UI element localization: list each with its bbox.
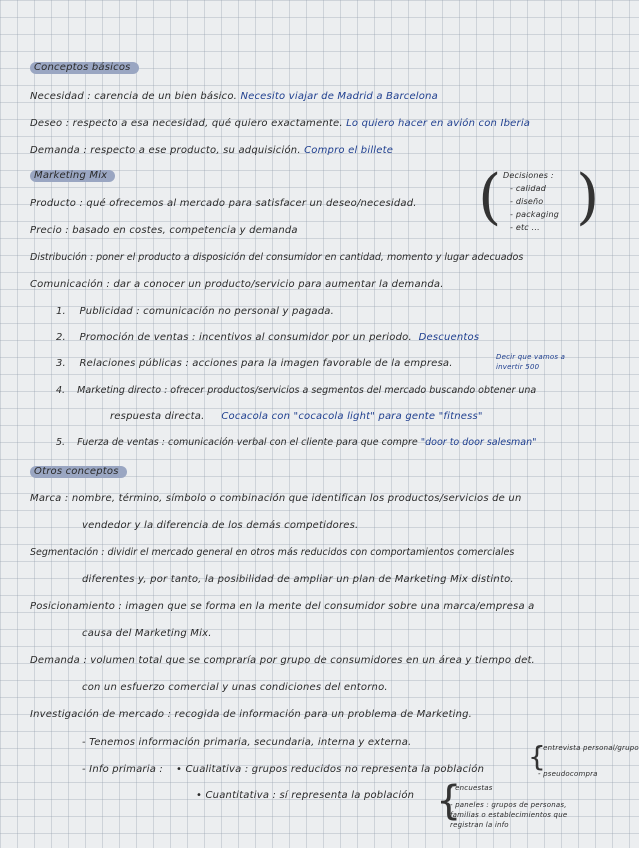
section-title-mix: Marketing Mix — [30, 170, 115, 181]
mix-precio: Precio : basado en costes, competencia y demanda — [30, 225, 298, 236]
side-top-item: - pseudocompra — [538, 770, 598, 778]
side-brace-bottom: { — [436, 778, 462, 824]
necesidad-label: Necesidad : — [30, 91, 91, 102]
other-posicionamiento-2: causa del Marketing Mix. — [82, 628, 212, 639]
mix-item-3: 3. Relaciones públicas : acciones para la imagen favorable de la empresa. — [56, 358, 453, 369]
other-marca-2: vendedor y la diferencia de los demás competidores. — [82, 520, 359, 531]
right-paren-brace: ) — [576, 162, 600, 232]
side-bottom-item: - paneles : grupos de personas, familias o establecimientos que registran la info — [450, 801, 568, 829]
mix-item-2: 2. Promoción de ventas : incentivos al consumidor por un periodo. Descuentos — [56, 332, 480, 343]
other-demanda-1: Demanda : volumen total que se compraría por grupo de consumidores en un área y tiempo det. — [30, 655, 535, 666]
section-title-other: Otros conceptos — [30, 466, 127, 477]
mix-distribucion: Distribución : poner el producto a disposición del consumidor en cantidad, momento y lugar adecuados — [30, 252, 524, 263]
side-brace-top: { — [528, 740, 547, 773]
decisiones-title: Decisiones : — [503, 171, 554, 180]
other-investigacion-a: - Tenemos información primaria, secundaria, interna y externa. — [82, 737, 412, 748]
side-top-item: - entrevista personal/grupo — [538, 744, 639, 752]
demanda-text: respecto a ese producto, su adquisición. — [90, 145, 301, 156]
other-posicionamiento-1: Posicionamiento : imagen que se forma en la mente del consumidor sobre una marca/empresa a — [30, 601, 535, 612]
mix-item-1: 1. Publicidad : comunicación no personal y pagada. — [56, 306, 335, 317]
mix-comunicacion: Comunicación : dar a conocer un producto/servicio para aumentar la demanda. — [30, 279, 444, 290]
demanda-example: Compro el billete — [304, 145, 394, 156]
deseo-example: Lo quiero hacer en avión con Iberia — [346, 118, 531, 129]
decisiones-item: - packaging — [510, 210, 559, 219]
demanda-label: Demanda : — [30, 145, 87, 156]
other-investigacion: Investigación de mercado : recogida de información para un problema de Marketing. — [30, 709, 473, 720]
other-cualitativa: • Cualitativa : grupos reducidos no representa la población — [176, 764, 485, 775]
other-cuantitativa: • Cuantitativa : sí representa la población — [196, 790, 415, 801]
line-deseo — [30, 118, 530, 129]
decisiones-item: - calidad — [510, 184, 547, 193]
mix-item-4: 4. Marketing directo : ofrecer productos/servicios a segmentos del mercado buscando obtener una — [56, 385, 537, 396]
deseo-label: Deseo : — [30, 118, 70, 129]
mix-item-4-cont: respuesta directa. Cocacola con "cocacola light" para gente "fitness" — [110, 411, 483, 422]
necesidad-text: carencia de un bien básico. — [94, 91, 238, 102]
section-title-basic: Conceptos básicos — [30, 62, 139, 73]
mix-item-2-example: Descuentos — [418, 332, 480, 343]
other-info-primaria-label: - Info primaria : — [82, 764, 163, 775]
line-necesidad — [30, 91, 438, 102]
other-marca-1: Marca : nombre, término, símbolo o combinación que identifican los productos/servicios de un — [30, 493, 522, 504]
left-paren-brace: ( — [478, 162, 502, 232]
mix-item-5: 5. Fuerza de ventas : comunicación verbal con el cliente para que compre "door to door salesman" — [56, 437, 537, 448]
side-bottom-item: - encuestas — [450, 784, 493, 792]
mix-item-5-example: "door to door salesman" — [420, 437, 537, 448]
mix-producto: Producto : qué ofrecemos al mercado para satisfacer un deseo/necesidad. — [30, 198, 417, 209]
mix-item-3-example: Decir que vamos a invertir 500 — [496, 353, 566, 371]
mix-item-4-example: Cocacola con "cocacola light" para gente "fitness" — [221, 411, 483, 422]
necesidad-example: Necesito viajar de Madrid a Barcelona — [240, 91, 438, 102]
deseo-text: respecto a esa necesidad, qué quiero exactamente. — [72, 118, 343, 129]
other-demanda-2: con un esfuerzo comercial y unas condiciones del entorno. — [82, 682, 388, 693]
other-segmentacion-2: diferentes y, por tanto, la posibilidad de ampliar un plan de Marketing Mix distinto. — [82, 574, 514, 585]
decisiones-item: - diseño — [510, 197, 544, 206]
line-demanda — [30, 145, 393, 156]
decisiones-item: - etc ... — [510, 223, 540, 232]
other-segmentacion-1: Segmentación : dividir el mercado general en otros más reducidos con comportamientos comerciales — [30, 547, 515, 558]
